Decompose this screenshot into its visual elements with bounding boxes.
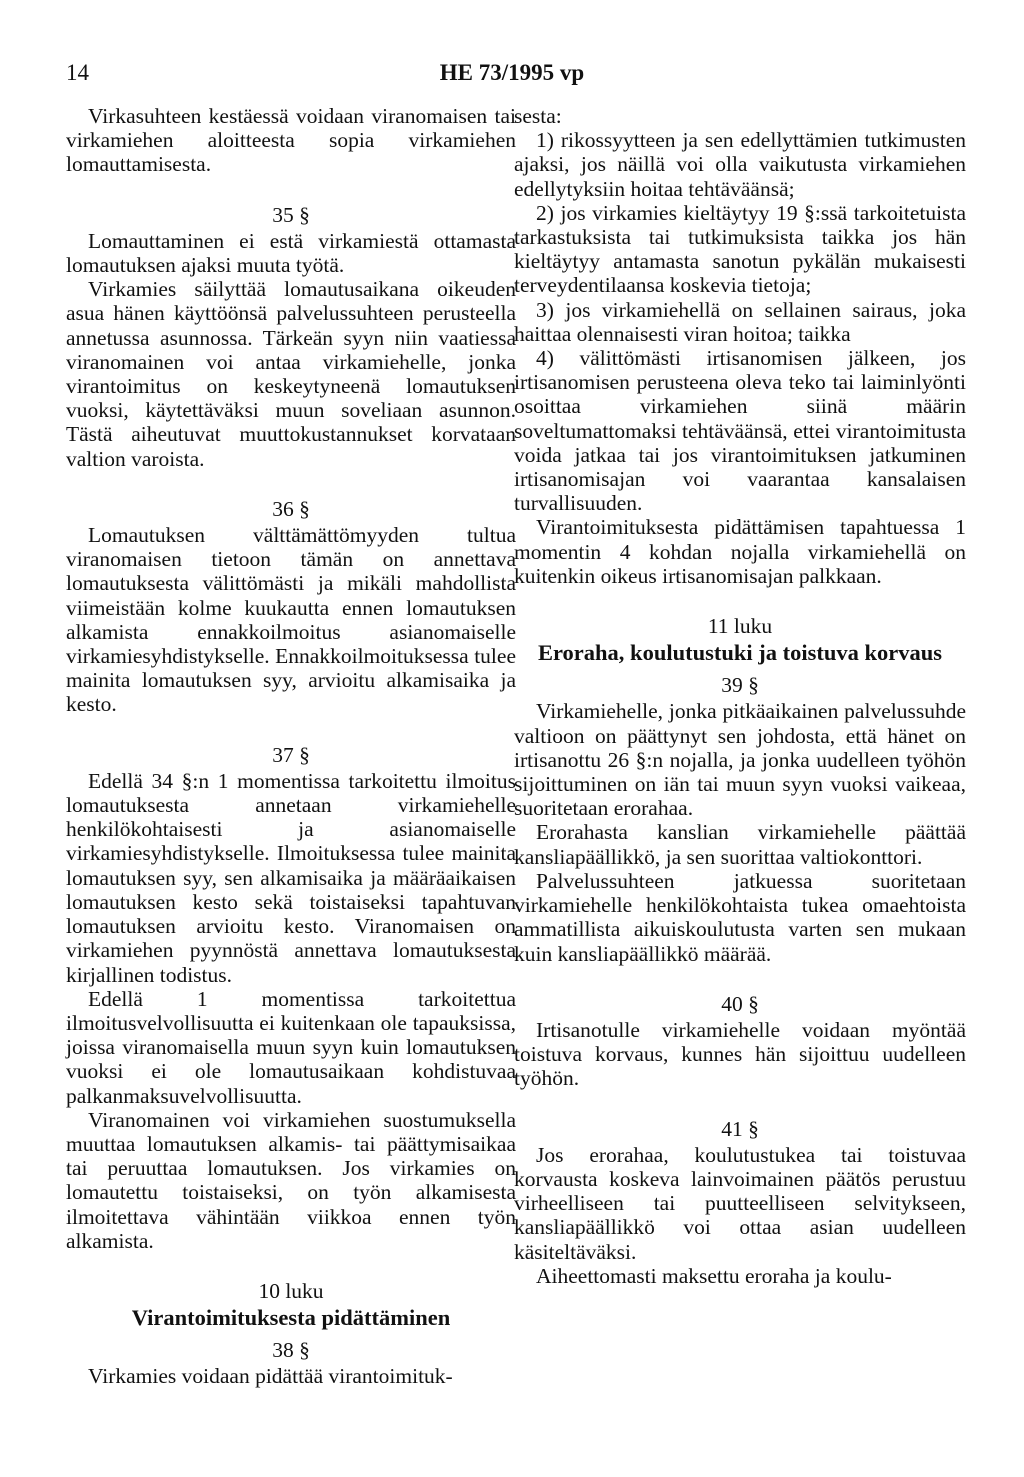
section-39-paragraph-3: Palvelussuhteen jatkuessa suoritetaan virkamiehelle henkilökohtaista tukea omaehtoista ammatillista aikuiskoulutusta varten sen mukaan kuin kansliapäällikkö määrää. [514, 868, 966, 966]
section-37-paragraph-3: Viranomainen voi virkamiehen suostumuksella muuttaa lomautuksen alkamis- tai päättymisaikaa tai peruuttaa lomautuksen. Jos virkamies on lomautettu toistaiseksi, on työn alkamisesta ilmoitettava vähintään viikkoa ennen työn alkamista. [66, 1107, 516, 1253]
section-heading-37: 37 § [272, 742, 310, 767]
section-41-paragraph-2: Aiheettomasti maksettu eroraha ja koulu- [536, 1263, 892, 1288]
section-38-continuation: sesta: [514, 104, 562, 128]
section-40-paragraph-1: Irtisanotulle virkamiehelle voidaan myöntää toistuva korvaus, kunnes hän sijoittuu uudelleen työhön. [514, 1017, 966, 1091]
right-column [514, 104, 966, 1288]
section-36-paragraph-1: Lomautuksen välttämättömyyden tultua viranomaisen tietoon tämän on annettava lomautuksesta välittömästi ja mikäli mahdollista viimeistään kolme kuukautta ennen lomautuksen alkamista ennakkoilmoitus asianomaiselle virkamiesyhdistykselle. Ennakkoilmoituksessa tulee mainita lomautuksen syy, arvioitu alkamisaika ja kesto. [66, 523, 516, 717]
page-number: 14 [66, 60, 89, 85]
section-38-paragraph-2: Virantoimituksesta pidättämisen tapahtuessa 1 momentin 4 kohdan nojalla virkamiehellä on kuitenkin oikeus irtisanomisajan palkkaan. [514, 515, 966, 588]
section-heading-36: 36 § [272, 496, 310, 521]
page-header [0, 60, 1024, 94]
section-35-paragraph-1: Lomauttaminen ei estä virkamiestä ottamasta lomautuksen ajaksi muuta työtä. [66, 228, 516, 278]
chapter-10-number: 10 luku [258, 1278, 324, 1303]
section-heading-40: 40 § [721, 991, 759, 1016]
section-38-item-3: 3) jos virkamiehellä on sellainen sairaus, joka haittaa olennaisesti viran hoitoa; taikka [514, 297, 966, 346]
section-39-paragraph-1: Virkamiehelle, jonka pitkäaikainen palvelussuhde valtioon on päättynyt sen johdosta, että hänet on irtisanottu 26 §:n nojalla, ja jonka uudelleen työhön sijoittuminen on iän tai muun syyn vuoksi vaikeaa, suoritetaan erorahaa. [514, 699, 966, 821]
section-38-item-2: 2) jos virkamies kieltäytyy 19 §:ssä tarkoitetuista tarkastuksista tai tutkimuksista taikka jos hän kieltäytyy antamasta sanotun pykälän mukaisesti terveydentilaansa koskevia tietoja; [514, 200, 966, 298]
section-38-item-1: 1) rikossyytteen ja sen edellyttämien tutkimusten ajaksi, jos näillä voi olla vaikutusta virkamiehen edellytyksiin hoitaa tehtäväänsä; [514, 128, 966, 201]
section-heading-35: 35 § [272, 202, 310, 227]
chapter-11-number: 11 luku [707, 614, 773, 639]
section-heading-39: 39 § [721, 673, 759, 698]
section-38-item-4: 4) välittömästi irtisanomisen jälkeen, jos irtisanomisen perusteena oleva teko tai laiminlyönti osoittaa virkamiehen siinä määrin soveltumattomaksi tehtäväänsä, ettei virantoimitusta voida jatkaa tai jos virantoimituksen jatkuminen irtisanomisajan voi vaarantaa kansalaisen turvallisuuden. [514, 346, 966, 516]
chapter-11-title: Eroraha, koulutustuki ja toistuva korvaus [537, 640, 943, 666]
section-heading-41: 41 § [721, 1116, 759, 1141]
section-35-paragraph-2: Virkamies säilyttää lomautusaikana oikeuden asua hänen käyttöönsä palvelussuhteen perusteella annetussa asunnossa. Tärkeän syyn niin vaatiessa viranomainen voi antaa virkamiehelle, jonka virantoimitus on keskeytyneenä lomautuksen vuoksi, käytettäväksi muun soveliaan asunnon. Tästä aiheutuvat muuttokustannukset korvataan valtion varoista. [66, 277, 516, 471]
section-39-paragraph-2: Erorahasta kanslian virkamiehelle päättää kansliapäällikkö, ja sen suorittaa valtiokonttori. [514, 820, 966, 869]
left-column [66, 104, 516, 1389]
section-41-paragraph-1: Jos erorahaa, koulutustukea tai toistuvaa korvausta koskeva lainvoimainen päätös perustuu virheelliseen tai puutteelliseen selvitykseen, kansliapäällikkö voi ottaa asian uudelleen käsiteltäväksi. [514, 1142, 966, 1264]
running-title: HE 73/1995 vp [439, 60, 585, 85]
section-38-paragraph-1: Virkamies voidaan pidättää virantoimituk- [88, 1364, 453, 1389]
section-37-paragraph-2: Edellä 1 momentissa tarkoitettua ilmoitusvelvollisuutta ei kuitenkaan ole tapauksissa, joissa viranomaisella muun syyn kuin lomautuksen vuoksi ei ole lomautusaikaan kohdistuvaa palkanmaksuvelvollisuutta. [66, 986, 516, 1108]
section-37-paragraph-1: Edellä 34 §:n 1 momentissa tarkoitettu ilmoitus lomautuksesta annetaan virkamiehelle henkilökohtaisesti ja asianomaiselle virkamiesyhdistykselle. Ilmoituksessa tulee mainita lomautuksen syy, sen alkamisaika ja määräaikaisen lomautuksen kesto sekä toistaiseksi tapahtuvan lomautuksen arvioitu kesto. Viranomaisen on virkamiehen pyynnöstä annettava lomautuksesta kirjallinen todistus. [66, 768, 516, 987]
chapter-10-title: Virantoimituksesta pidättäminen [131, 1305, 451, 1331]
intro-paragraph: Virkasuhteen kestäessä voidaan viranomaisen tai virkamiehen aloitteesta sopia virkamiehen lomauttamisesta. [66, 104, 516, 177]
section-heading-38: 38 § [272, 1338, 310, 1363]
